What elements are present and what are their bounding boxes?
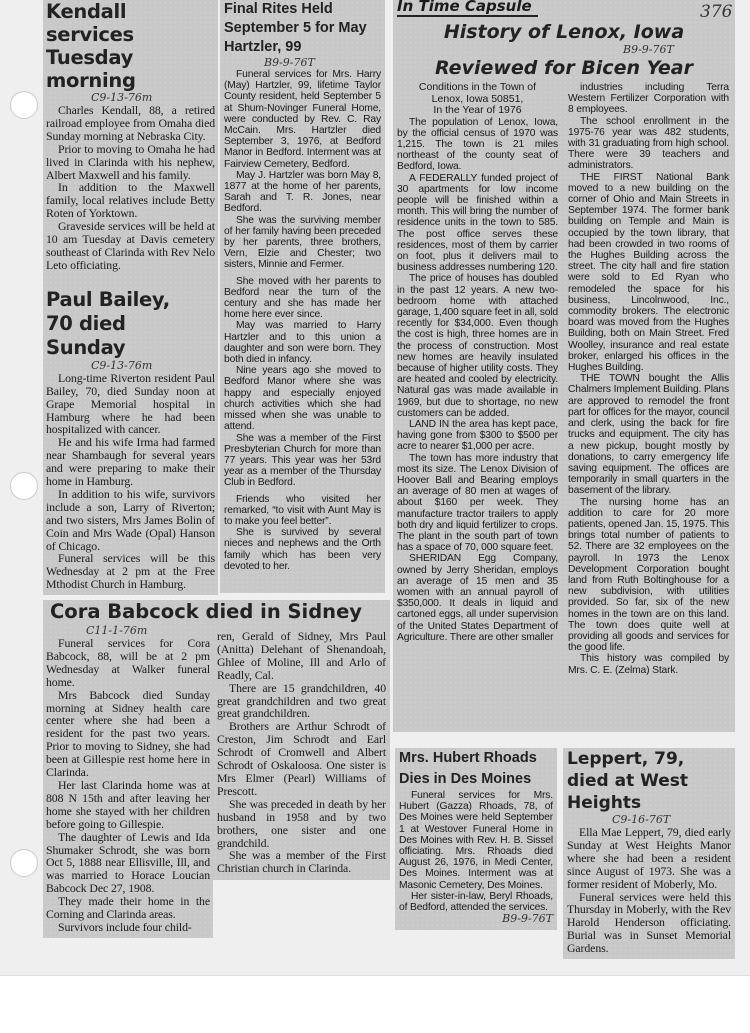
paragraph: They made their home in the Corning and Clarinda areas. [46, 894, 210, 922]
headline: Paul Bailey, 70 died Sunday [46, 287, 170, 359]
handwritten-date: B9-9-76T [264, 56, 315, 69]
paragraph: Funeral services for Mrs. Hubert (Gazza) Rhoads, 78, of Des Moines were held September 1 at Westover Funeral Home in Des Moines with Rev. H. B. Sissel officiating. Mrs. Rhoads died August 26, 1976, in Medi Center, Des Moines. Interment was at Masonic Cemetery, Des Moines. [399, 790, 553, 891]
paragraph: She was a member of the First Presbyterian Church for more than 77 years. This year was her 53rd year as a member of the Thursday Club in Bedford. [224, 432, 381, 489]
subhead-line: Conditions in the Town of [418, 81, 537, 93]
clipping-lenox-history [393, 0, 735, 732]
paragraph: Survivors include four child- [58, 919, 192, 934]
paragraph: Long-time Riverton resident Paul Bailey, 70, died Sunday noon at Grape Memorial hospital in Hamburg where he had been hospitalized with cancer. [46, 370, 215, 437]
headline: Mrs. Hubert Rhoads Dies in Des Moines [399, 750, 537, 787]
paragraph: ren, Gerald of Sidney, Mrs Paul (Anitta) Delehant of Shenandoah, Ghlee of Moline, Ill and Arlo of Readly, Cal. [217, 629, 386, 682]
paragraph: LAND IN the area has kept pace, having gone from $300 to $500 per acre to nearer $1,000 per acre. [397, 418, 558, 453]
clipping-leppert [563, 748, 735, 959]
paragraph: Friends who visited her remarked, “to visit with Aunt May is to make you feel better”. [224, 493, 381, 527]
paragraph: Her sister-in-law, Beryl Rhoads, of Bedford, attended the services. [399, 890, 553, 914]
paragraph: The nursing home has an addition to care for 20 more patients, opened Jan. 15, 1975. This brings total number of patients to 52. There are 32 employees on the payroll. In 1973 the Lenox Development Corporation bought land from Ruth Boltinghouse for a new subdivision, with utilities provided. So far, six of the new homes in the town are on this land. The town does quite well at providing all goods and services for the good life. [568, 496, 729, 654]
clipping-babcock-continued [213, 600, 390, 880]
paragraph: She was a member of the First Christian church in Clarinda. [217, 848, 386, 876]
clipping-rhoads [395, 748, 557, 930]
paragraph: Her last Clarinda home was at 808 N 15th and after leaving her home she stayed with her children before going to Gillespie. [46, 777, 210, 831]
clipping-hartzler [220, 0, 385, 593]
subhead-line: Lenox, Iowa 50851, [431, 92, 524, 105]
paragraph: Funeral services will be this Wednesday at 2 pm at the Free Mthodist Church in Hamburg. [46, 551, 215, 592]
paragraph: Graveside services will be held at 10 am Tuesday at Davis cemetery southeast of Clarinda with Rev Nelo Leto officiating. [46, 219, 215, 272]
handwritten-date: C9-13-76m [91, 358, 153, 372]
paragraph: There are 15 grandchildren, 40 great grandchildren and two great great grandchildren. [217, 680, 386, 721]
headline: Leppert, 79, died at West Heights [567, 749, 689, 813]
paragraph: Mrs Babcock died Sunday morning at Sidney health care center where she had been a resident for the past two years. Prior to moving to Sidney, she had been at Gillespie rest home here in Clarinda. [46, 687, 210, 780]
paragraph: Prior to moving to Omaha he had lived in Clarinda with his nephew, Albert Maxwell and his family. [46, 141, 215, 182]
paragraph: He and his wife Irma had farmed near Shambaugh for several years and were preparing to make their home in Hamburg. [46, 435, 215, 489]
headline: Final Rites Held September 5 for May Hartzler, 99 [224, 1, 367, 55]
kicker: In Time Capsule [397, 0, 538, 17]
headline: Cora Babcock died in Sidney [50, 600, 362, 623]
paragraph: THE FIRST National Bank moved to a new building on the corner of Ohio and Main Streets in September 1974. The former bank building on Temple and Main is occupied by the town library, that had been crowded in two rooms of the Hughes Building across the street. The city hall and fire station were sold to Ed Ryan who remodeled the space for his business, Lincolnwood, Inc., commodity brokers. The electronic board was moved from the Hughes Building, both on Main Street. Fred Woolley, insurance and real estate broker, enlarged his offices in the Hughes Building. [568, 171, 729, 374]
handwritten-date: C9-13-76m [91, 91, 153, 104]
handwritten-date: C11-1-76m [86, 624, 148, 637]
punch-hole [10, 91, 38, 119]
paragraph: Funeral services for Cora Babcock, 88, will be at 2 pm Wednesday at Walker funeral home. [46, 636, 210, 689]
paragraph: THE TOWN bought the Allis Chalmers Implement Building. Plans are approved to remodel the front part for offices for the mayor, council and clerk, using the back for fire trucks and equipment. The city has a new pickup, bought mostly by donations, to carry emergency life saving equipment. The offices are temporarily in small quarters in the basement of the library. [568, 373, 729, 497]
paragraph: She was preceded in death by her husband in 1958 and by two brothers, one sister and one grandchild. [217, 796, 386, 850]
headline-line-1: History of Lenox, Iowa [443, 21, 685, 43]
handwritten-date: B9-9-76T [623, 43, 674, 56]
paragraph: She is survived by several nieces and nephews and the Orth family which has been very devoted to her. [224, 527, 381, 572]
handwritten-date: C9-16-76T [612, 813, 671, 826]
paragraph: The price of houses has doubled in the past 12 years. A new two-bedroom home with attached garage, 1,400 square feet in all, sold recently for $34,000. Even though the cost is high, three homes are in the process of construction. Most new homes are heavily insulated because of higher utility costs. They are heated and cooled by electricity. Natural gas was made available in 1969, but due to shortage, no new customers can be added. [397, 273, 558, 419]
paragraph: Funeral services for Mrs. Harry (May) Hartzler, 99, lifetime Taylor County resident, held September 5 at Shum-Novinger Funeral Home, were conducted by Rev. C. Ray McCain. Mrs. Hartzler died September 3, 1976, at Bedford Manor in Bedford. Interment was at Fairview Cemetery, Bedford. [224, 69, 381, 170]
paragraph: Charles Kendall, 88, a retired railroad employee from Omaha died Sunday morning at Nebraska City. [46, 103, 215, 143]
clipping-babcock [43, 600, 213, 938]
subhead-line: In the Year of 1976 [433, 104, 522, 116]
clipping-kendall [43, 0, 218, 595]
paragraph: The population of Lenox, Iowa, by the official census of 1970 was 1,215. The town is 21 miles northeast of the county seat of Bedford, Iowa. [397, 116, 558, 173]
paragraph: Funeral services were held this Thursday in Moberly, with the Rev Harold Henderson officiating. Burial was in Sunset Memorial Gardens. [567, 889, 731, 956]
paragraph: The school enrollment in the 1975-76 year was 482 students, with 31 graduating from high school. There were 39 teachers and administrators. [568, 115, 729, 172]
paragraph: industries including Terra Western Fertilizer Corporation with 8 employees. [568, 82, 729, 116]
paragraph: In addition to his wife, survivors include a son, Larry of Riverton; and two sisters, Mrs James Bolin of Coin and Mrs Wade (Opal) Hanson of Chicago. [46, 486, 215, 553]
paragraph: Brothers are Arthur Schrodt of Creston, Jim Schrodt and Earl Schrodt of Cromwell and Albert Schrodt of Oskaloosa. One sister is Mrs Elmer (Pearl) Williams of Prescott. [217, 719, 386, 798]
punch-hole [10, 472, 38, 500]
paragraph: The daughter of Lewis and Ida Shumaker Schrodt, she was born Oct 5, 1888 near Ellisville, Ill, and was married to Horace Loucian Babcock Dec 27, 1908. [46, 829, 210, 896]
punch-hole [10, 849, 38, 877]
paragraph: She was the surviving member of her family having been preceded by her parents, three brothers, Vern, Elzie and Chester; two sisters, Minnie and Fermer. [224, 214, 381, 271]
page-number: 376 [700, 2, 733, 22]
paragraph: Ella Mae Leppert, 79, died early Sunday at West Heights Manor where she had been a resident since August of 1973. She was a former resident of Moberly, Mo. [567, 825, 731, 891]
paragraph: She moved with her parents to Bedford near the turn of the century and she has made her home here ever since. [224, 275, 381, 321]
paragraph: The town has more industry that most its size. The Lenox Division of Hoover Ball and Bearing employs an average of 80 men at wages of about $160 per week. They manufacture tractor trailers to apply both dry and liquid fertilizer to crops. The plant in the south part of town has a space of 70, 000 square feet. [397, 452, 558, 554]
paragraph: SHERIDAN Egg Company, owned by Jerry Sheridan, employs an average of 15 men and 35 women with an annual payroll of $350,000. It deals in liquid and cartoned eggs, all under supervision of the United States Department of Agriculture. There are other smaller [397, 553, 558, 643]
headline: Kendall services Tuesday morning [46, 0, 136, 92]
headline-line-2: Reviewed for Bicen Year [435, 57, 693, 79]
paragraph: May was married to Harry Hartzler and to this union a daughter and son were born. They both died in infancy. [224, 320, 381, 366]
paragraph: May J. Hartzler was born May 8, 1877 at the home of her parents, Sarah and T. R. Jones, near Bedford. [224, 169, 381, 215]
paragraph: This history was compiled by Mrs. C. E. (Zelma) Stark. [568, 653, 729, 676]
paragraph: In addition to the Maxwell family, local relatives include Betty Roten of Yorktown. [46, 180, 215, 221]
paragraph: A FEDERALLY funded project of 30 apartments for low income people will be finished within a month. This will bring the number of residence units in the town to 585. The post office serves these residences, most of them by carrier on foot, plus it delivers mail to business addresses numbering 120. [397, 172, 558, 274]
handwritten-date: B9-9-76T [502, 912, 553, 926]
paragraph: Nine years ago she moved to Bedford Manor where she was happy and especially enjoyed church activities which she had missed when she was unable to attend. [224, 365, 381, 433]
